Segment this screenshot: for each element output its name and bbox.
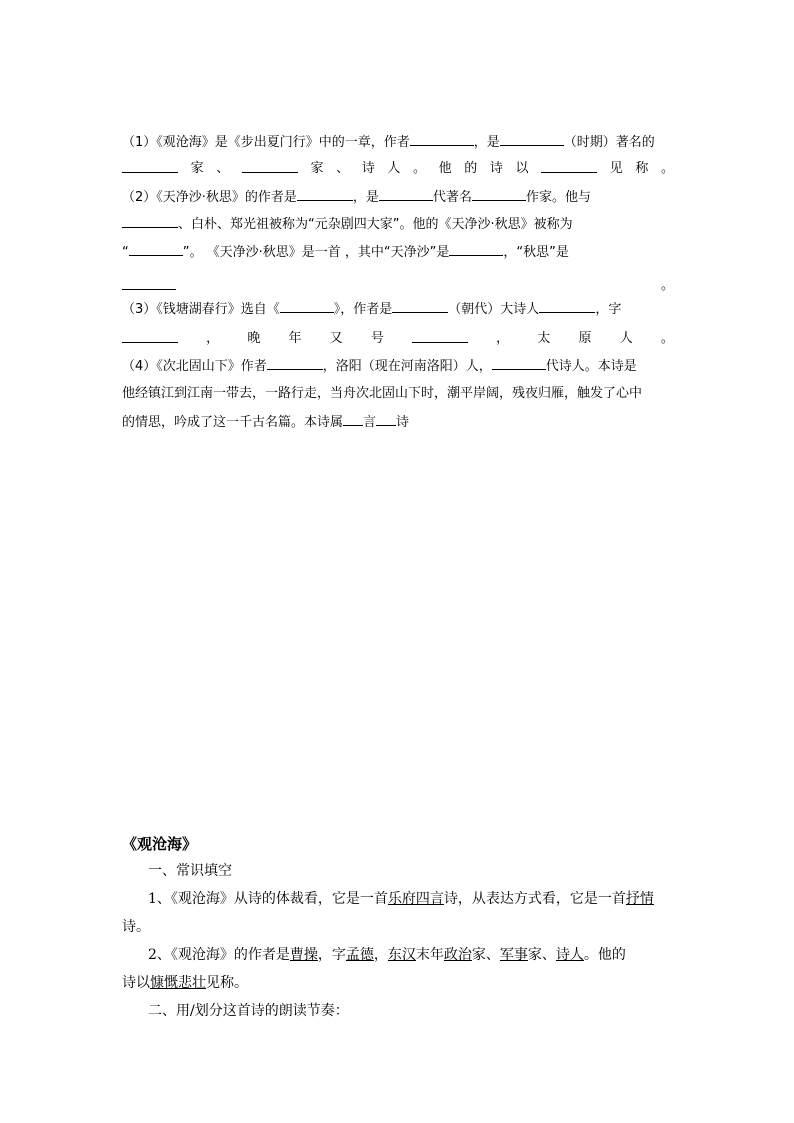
text: ，“秋思”是 [503,245,569,260]
exercise-line-11 [122,413,674,432]
answer: 政治 [443,947,472,963]
blank [297,188,353,201]
section-title: 《观沧海》 [122,835,198,853]
blank [122,330,178,343]
blank [242,160,298,173]
text: ， [496,331,510,346]
question-1-cont: 诗。 [122,919,150,935]
text: 诗 [361,161,375,176]
text: 2、《观沧海》的作者是 [148,947,290,963]
text: （2）《天净沙·秋思》的作者是 [122,190,297,205]
section-heading-1: 一、常识填空 [148,863,232,879]
text: 见称。 [206,975,248,991]
text: 以 [515,161,529,176]
exercise-line-2 [122,160,674,178]
text: 、 [216,161,230,176]
text: 。他的 [583,947,626,963]
text: ，洛阳（现在河南洛阳）人， [322,359,492,374]
text: 太 [537,331,551,346]
text: 。 [660,161,674,176]
text: 他 [438,161,452,176]
text: 原 [578,331,592,346]
blank [129,243,183,256]
text: 诗 [396,415,410,430]
answer: 东汉 [387,947,416,963]
text: 人 [387,161,401,176]
blank [122,160,178,173]
text: 的情思，吟成了这一千古名篇。本诗属 [122,415,344,430]
exercise-line-6 [122,277,674,295]
text: 称 [635,161,649,176]
text: “ [122,245,129,260]
blank [412,330,468,343]
text: 人 [619,331,633,346]
text: 号 [370,331,384,346]
exercise-line-7 [122,300,674,319]
blank [280,300,334,313]
text: （4）《次北固山下》作者 [122,359,267,374]
blank [267,357,323,370]
text: 代诗人。本诗是 [545,359,637,374]
blank [492,357,546,370]
text: 。 [412,161,426,176]
question-1 [148,889,654,909]
answer: 曹操 [289,947,318,963]
answer: 军事 [499,947,528,963]
blank [122,215,178,228]
blank [449,243,503,256]
text: 代著名 [432,190,472,205]
text: （3）《钱塘湖春行》选自《 [122,302,280,317]
text: 。 [660,278,674,293]
answer: 慷慨悲壮 [150,975,206,991]
text: （1）《观沧海》是《步出夏门行》中的一章，作者 [122,135,410,150]
text: 言 [363,415,377,430]
blank [541,160,597,173]
blank [539,300,595,313]
text: （朝代）大诗人 [448,302,540,317]
text: 年 [288,331,302,346]
text: 家 [310,161,324,176]
text: 诗以 [122,975,150,991]
exercise-line-8 [122,330,674,348]
text: 家、 [527,947,556,963]
text: 末年 [415,947,444,963]
answer: 诗人 [555,947,584,963]
exercise-line-3 [122,188,674,207]
blank [392,300,448,313]
answer: 乐府四言 [387,891,444,907]
text: 晚 [247,331,261,346]
text: 见 [609,161,623,176]
text: 诗 [489,161,503,176]
text: ，字 [595,302,622,317]
text: ，是 [473,135,500,150]
blank [472,188,526,201]
exercise-line-1 [122,133,674,152]
question-2 [148,945,626,965]
text: 1、《观沧海》从诗的体裁看，它是一首 [148,891,388,907]
text: （时期）著名的 [563,135,655,150]
text: 、 [336,161,350,176]
text: 他经镇江到江南一带去，一路行走，当舟次北固山下时，潮平岸阔，残夜归雁，触发了心中 [122,386,643,401]
blank [410,133,474,146]
text: 诗，从表达方式看，它是一首 [443,891,626,907]
blank [379,188,433,201]
text: 、白朴、郑光祖被称为“元杂剧四大家”。他的《天净沙·秋思》被称为 [178,217,573,232]
exercise-line-4 [122,215,674,234]
text: 的 [464,161,478,176]
text: ， [206,331,220,346]
text: 》，作者是 [333,302,393,317]
question-2-cont [122,973,248,993]
exercise-line-10 [122,385,674,403]
blank [376,413,396,426]
text: 家、 [471,947,500,963]
text: 。 [660,331,674,346]
text: 家 [190,161,204,176]
text: ， [373,947,388,963]
blank [122,277,176,290]
text: ，字 [317,947,346,963]
text: ，是 [352,190,379,205]
section-heading-2: 二、用/划分这首诗的朗读节奏： [148,1003,349,1019]
blank [343,413,363,426]
answer: 抒情 [625,891,654,907]
blank [500,133,564,146]
text: 又 [329,331,343,346]
exercise-line-9 [122,357,674,376]
exercise-line-5 [122,243,674,262]
text: 作家。他与 [525,190,591,205]
answer: 孟德 [345,947,374,963]
text: ”。 《天净沙·秋思》是一首 ，其中“天净沙”是 [182,245,450,260]
